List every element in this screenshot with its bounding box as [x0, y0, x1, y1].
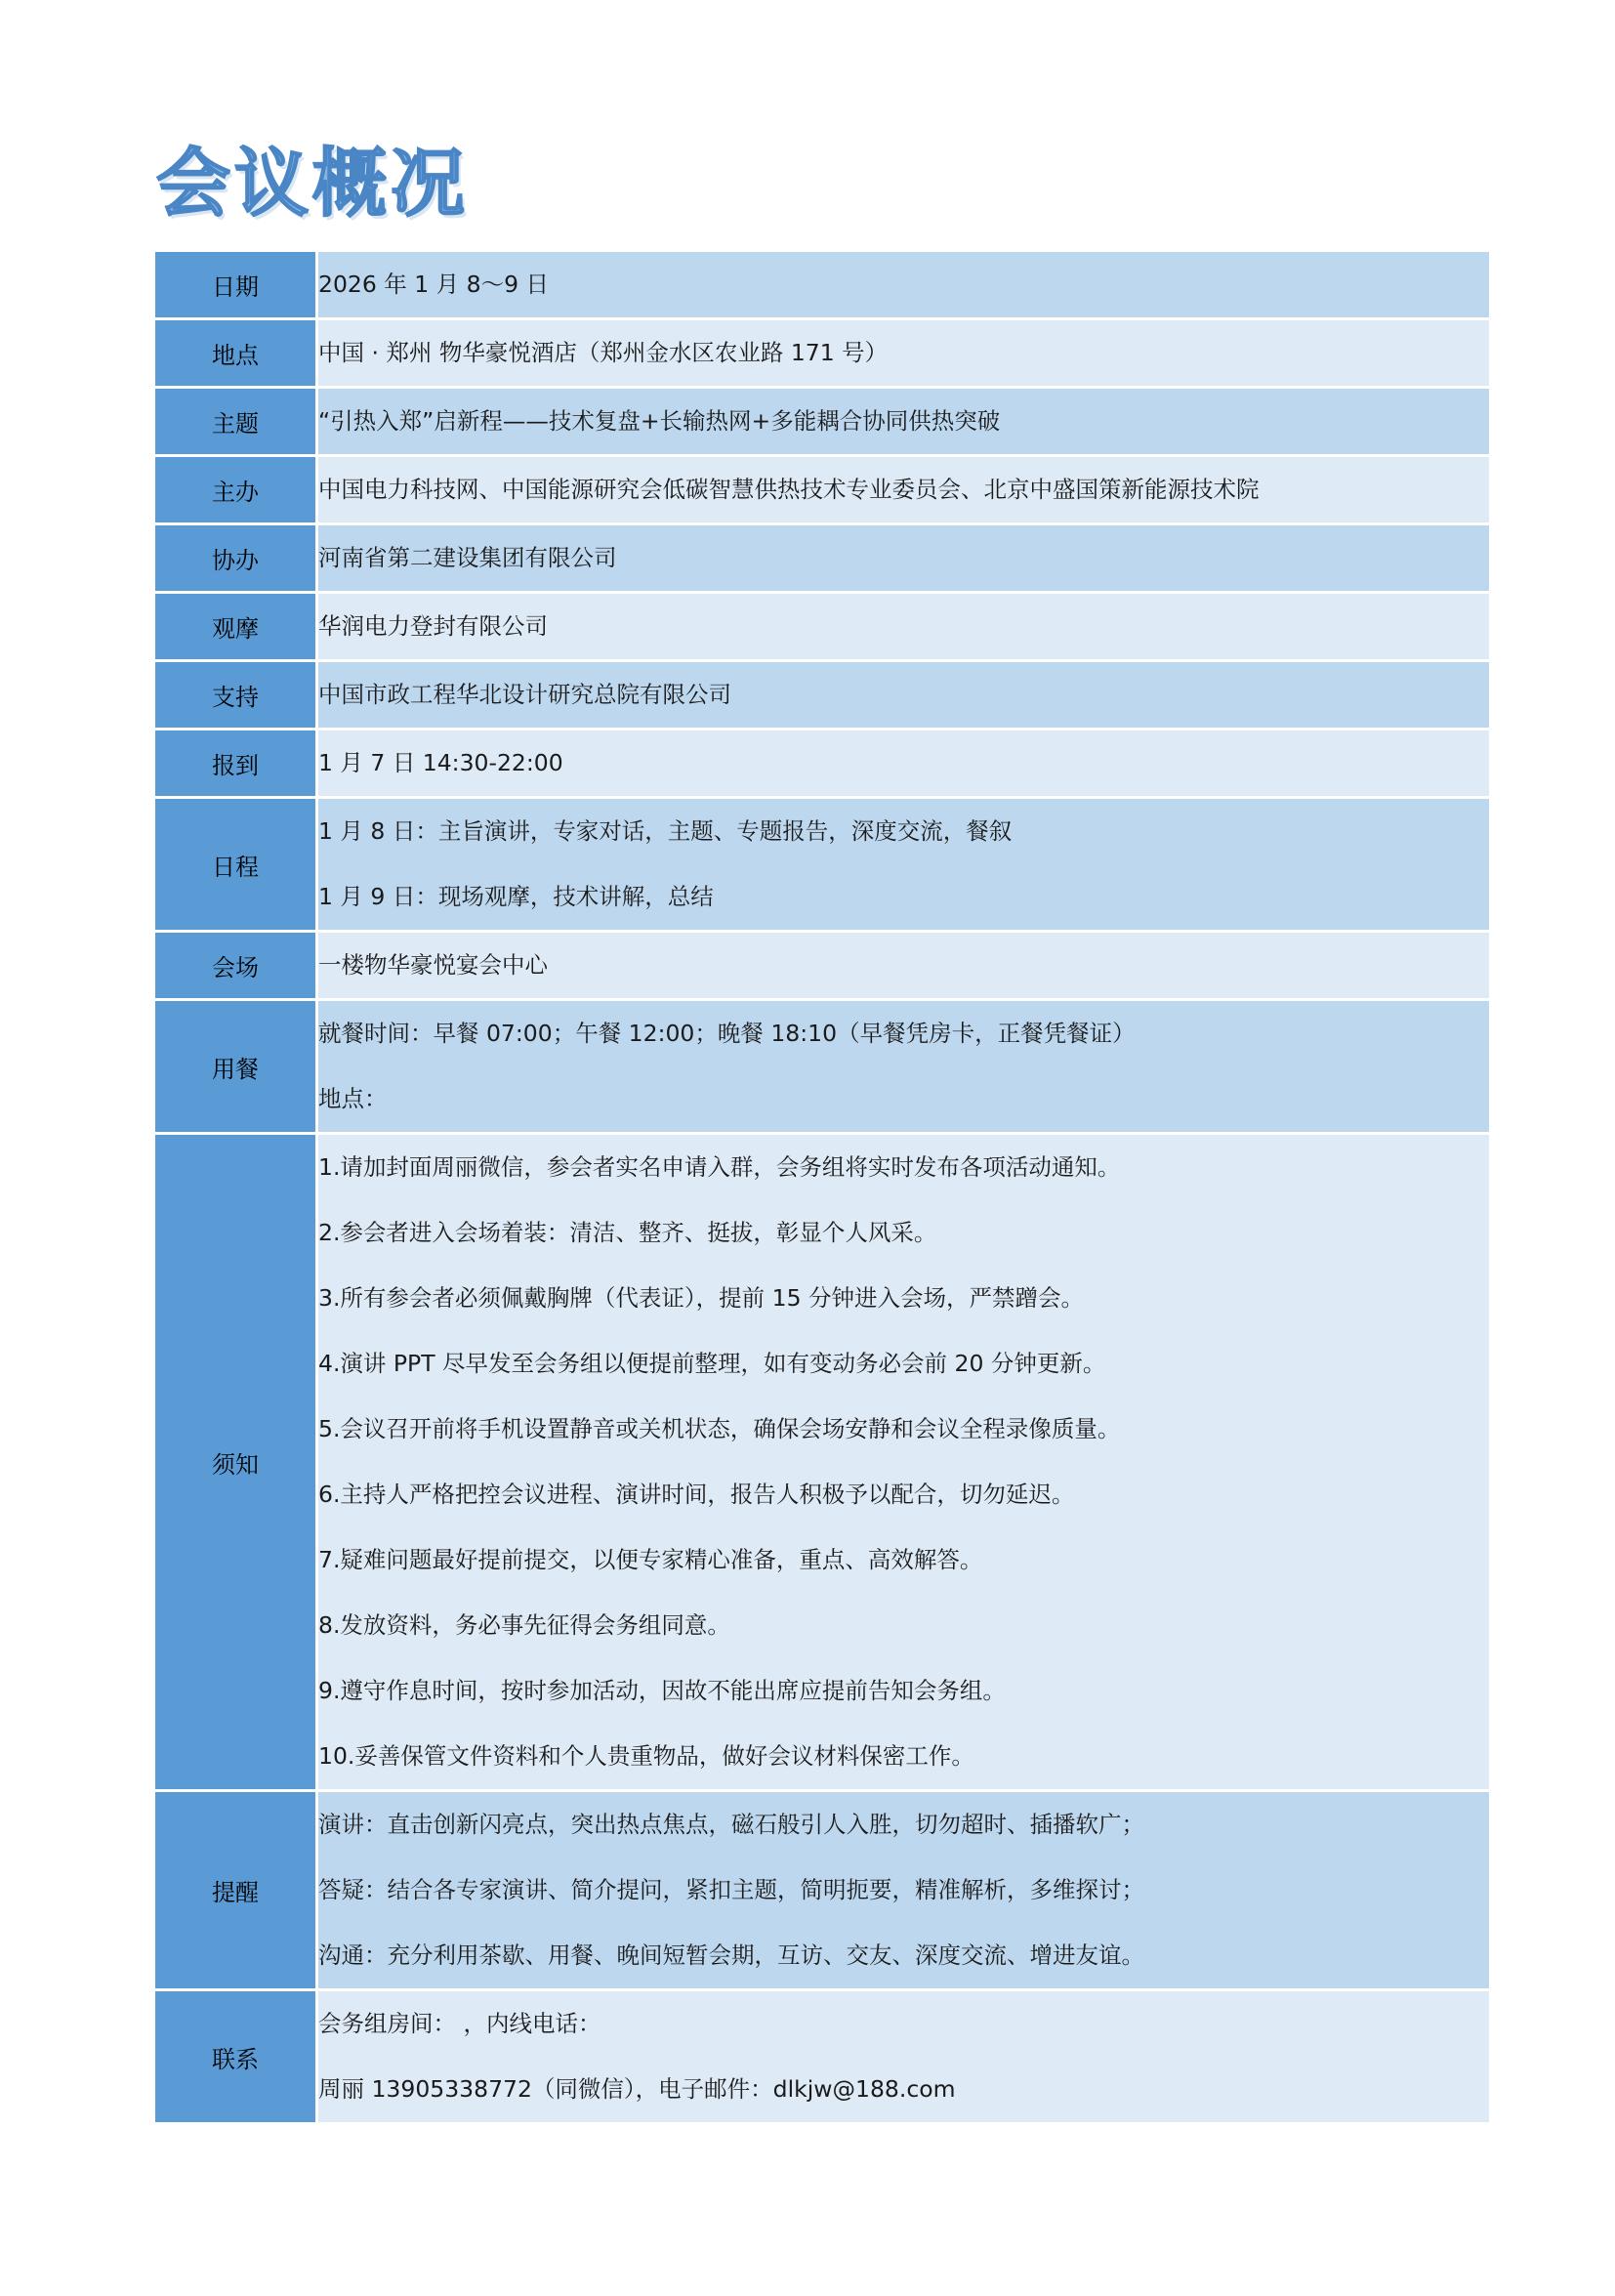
content-line: 9.遵守作息时间，按时参加活动，因故不能出席应提前告知会务组。 [318, 1677, 1006, 1704]
content-line: 7.疑难问题最好提前提交，以便专家精心准备，重点、高效解答。 [318, 1546, 983, 1573]
table-row [155, 661, 1489, 730]
content-line: 1 月 8 日：主旨演讲，专家对话，主题、专题报告，深度交流，餐叙 [318, 817, 1013, 845]
table-row [155, 1134, 1489, 1791]
content-line: 2.参会者进入会场着装：清洁、整齐、挺拔，彰显个人风采。 [318, 1219, 937, 1246]
row-label: 主办 [155, 456, 317, 524]
content-line: 中国 · 郑州 物华豪悦酒店（郑州金水区农业路 171 号） [318, 339, 889, 366]
content-line: 10.妥善保管文件资料和个人贵重物品，做好会议材料保密工作。 [318, 1742, 974, 1770]
page-title: 会议概况 [156, 140, 469, 227]
row-label: 提醒 [155, 1791, 317, 1990]
content-line: 答疑：结合各专家演讲、简介提问，紧扣主题，简明扼要，精准解析，多维探讨； [318, 1876, 1144, 1903]
row-content [317, 661, 1490, 730]
content-line: 1 月 7 日 14:30-22:00 [318, 749, 563, 776]
row-content [317, 1791, 1490, 1990]
content-line: 沟通：充分利用茶歇、用餐、晚间短暂会期，互访、交友、深度交流、增进友谊。 [318, 1941, 1144, 1969]
content-line: 4.演讲 PPT 尽早发至会务组以便提前整理，如有变动务必会前 20 分钟更新。 [318, 1350, 1106, 1377]
table-row [155, 1791, 1489, 1990]
content-line: 2026 年 1 月 8～9 日 [318, 271, 550, 298]
row-label: 会场 [155, 932, 317, 1000]
table-row [155, 388, 1489, 456]
table-row [155, 524, 1489, 593]
row-content [317, 388, 1490, 456]
row-content [317, 1000, 1490, 1134]
content-line: 会务组房间： ，内线电话： [318, 2010, 601, 2037]
row-label: 报到 [155, 730, 317, 798]
content-line: 6.主持人严格把控会议进程、演讲时间，报告人积极予以配合，切勿延迟。 [318, 1481, 1075, 1508]
content-line: 1.请加封面周丽微信，参会者实名申请入群，会务组将实时发布各项活动通知。 [318, 1153, 1121, 1181]
row-content [317, 252, 1490, 319]
row-content [317, 932, 1490, 1000]
row-label: 观摩 [155, 593, 317, 661]
table-row [155, 730, 1489, 798]
row-label: 须知 [155, 1134, 317, 1791]
content-line: 8.发放资料，务必事先征得会务组同意。 [318, 1611, 730, 1639]
row-content [317, 524, 1490, 593]
row-content [317, 456, 1490, 524]
table-row [155, 319, 1489, 388]
row-content [317, 593, 1490, 661]
content-line: 就餐时间：早餐 07:00；午餐 12:00；晚餐 18:10（早餐凭房卡，正餐凭餐证） [318, 1020, 1136, 1047]
content-line: 5.会议召开前将手机设置静音或关机状态，确保会场安静和会议全程录像质量。 [318, 1415, 1121, 1442]
row-label: 支持 [155, 661, 317, 730]
content-line: 河南省第二建设集团有限公司 [318, 544, 617, 571]
content-line: 地点： [318, 1085, 388, 1112]
table-row [155, 593, 1489, 661]
content-line: 3.所有参会者必须佩戴胸牌（代表证），提前 15 分钟进入会场，严禁蹭会。 [318, 1284, 1085, 1312]
row-label: 协办 [155, 524, 317, 593]
table-row [155, 932, 1489, 1000]
table-row [155, 252, 1489, 319]
table-row [155, 798, 1489, 932]
content-line: 1 月 9 日：现场观摩，技术讲解，总结 [318, 883, 714, 910]
overview-table [155, 252, 1489, 2125]
table-row [155, 456, 1489, 524]
row-content [317, 1990, 1490, 2124]
row-content [317, 319, 1490, 388]
content-line: “引热入郑”启新程——技术复盘+长输热网+多能耦合协同供热突破 [318, 407, 1001, 435]
content-line: 演讲：直击创新闪亮点，突出热点焦点，磁石般引人入胜，切勿超时、插播软广； [318, 1811, 1144, 1838]
content-line: 华润电力登封有限公司 [318, 612, 548, 640]
content-line: 中国市政工程华北设计研究总院有限公司 [318, 681, 731, 708]
row-label: 联系 [155, 1990, 317, 2124]
content-line: 中国电力科技网、中国能源研究会低碳智慧供热技术专业委员会、北京中盛国策新能源技术院 [318, 476, 1260, 503]
content-line: 一楼物华豪悦宴会中心 [318, 951, 548, 979]
table-row [155, 1000, 1489, 1134]
content-line: 周丽 13905338772（同微信），电子邮件：dlkjw@188.com [318, 2075, 956, 2103]
row-label: 地点 [155, 319, 317, 388]
row-label: 用餐 [155, 1000, 317, 1134]
row-content [317, 1134, 1490, 1791]
row-content [317, 798, 1490, 932]
row-label: 主题 [155, 388, 317, 456]
row-label: 日程 [155, 798, 317, 932]
table-row [155, 1990, 1489, 2124]
row-label: 日期 [155, 252, 317, 319]
row-content [317, 730, 1490, 798]
